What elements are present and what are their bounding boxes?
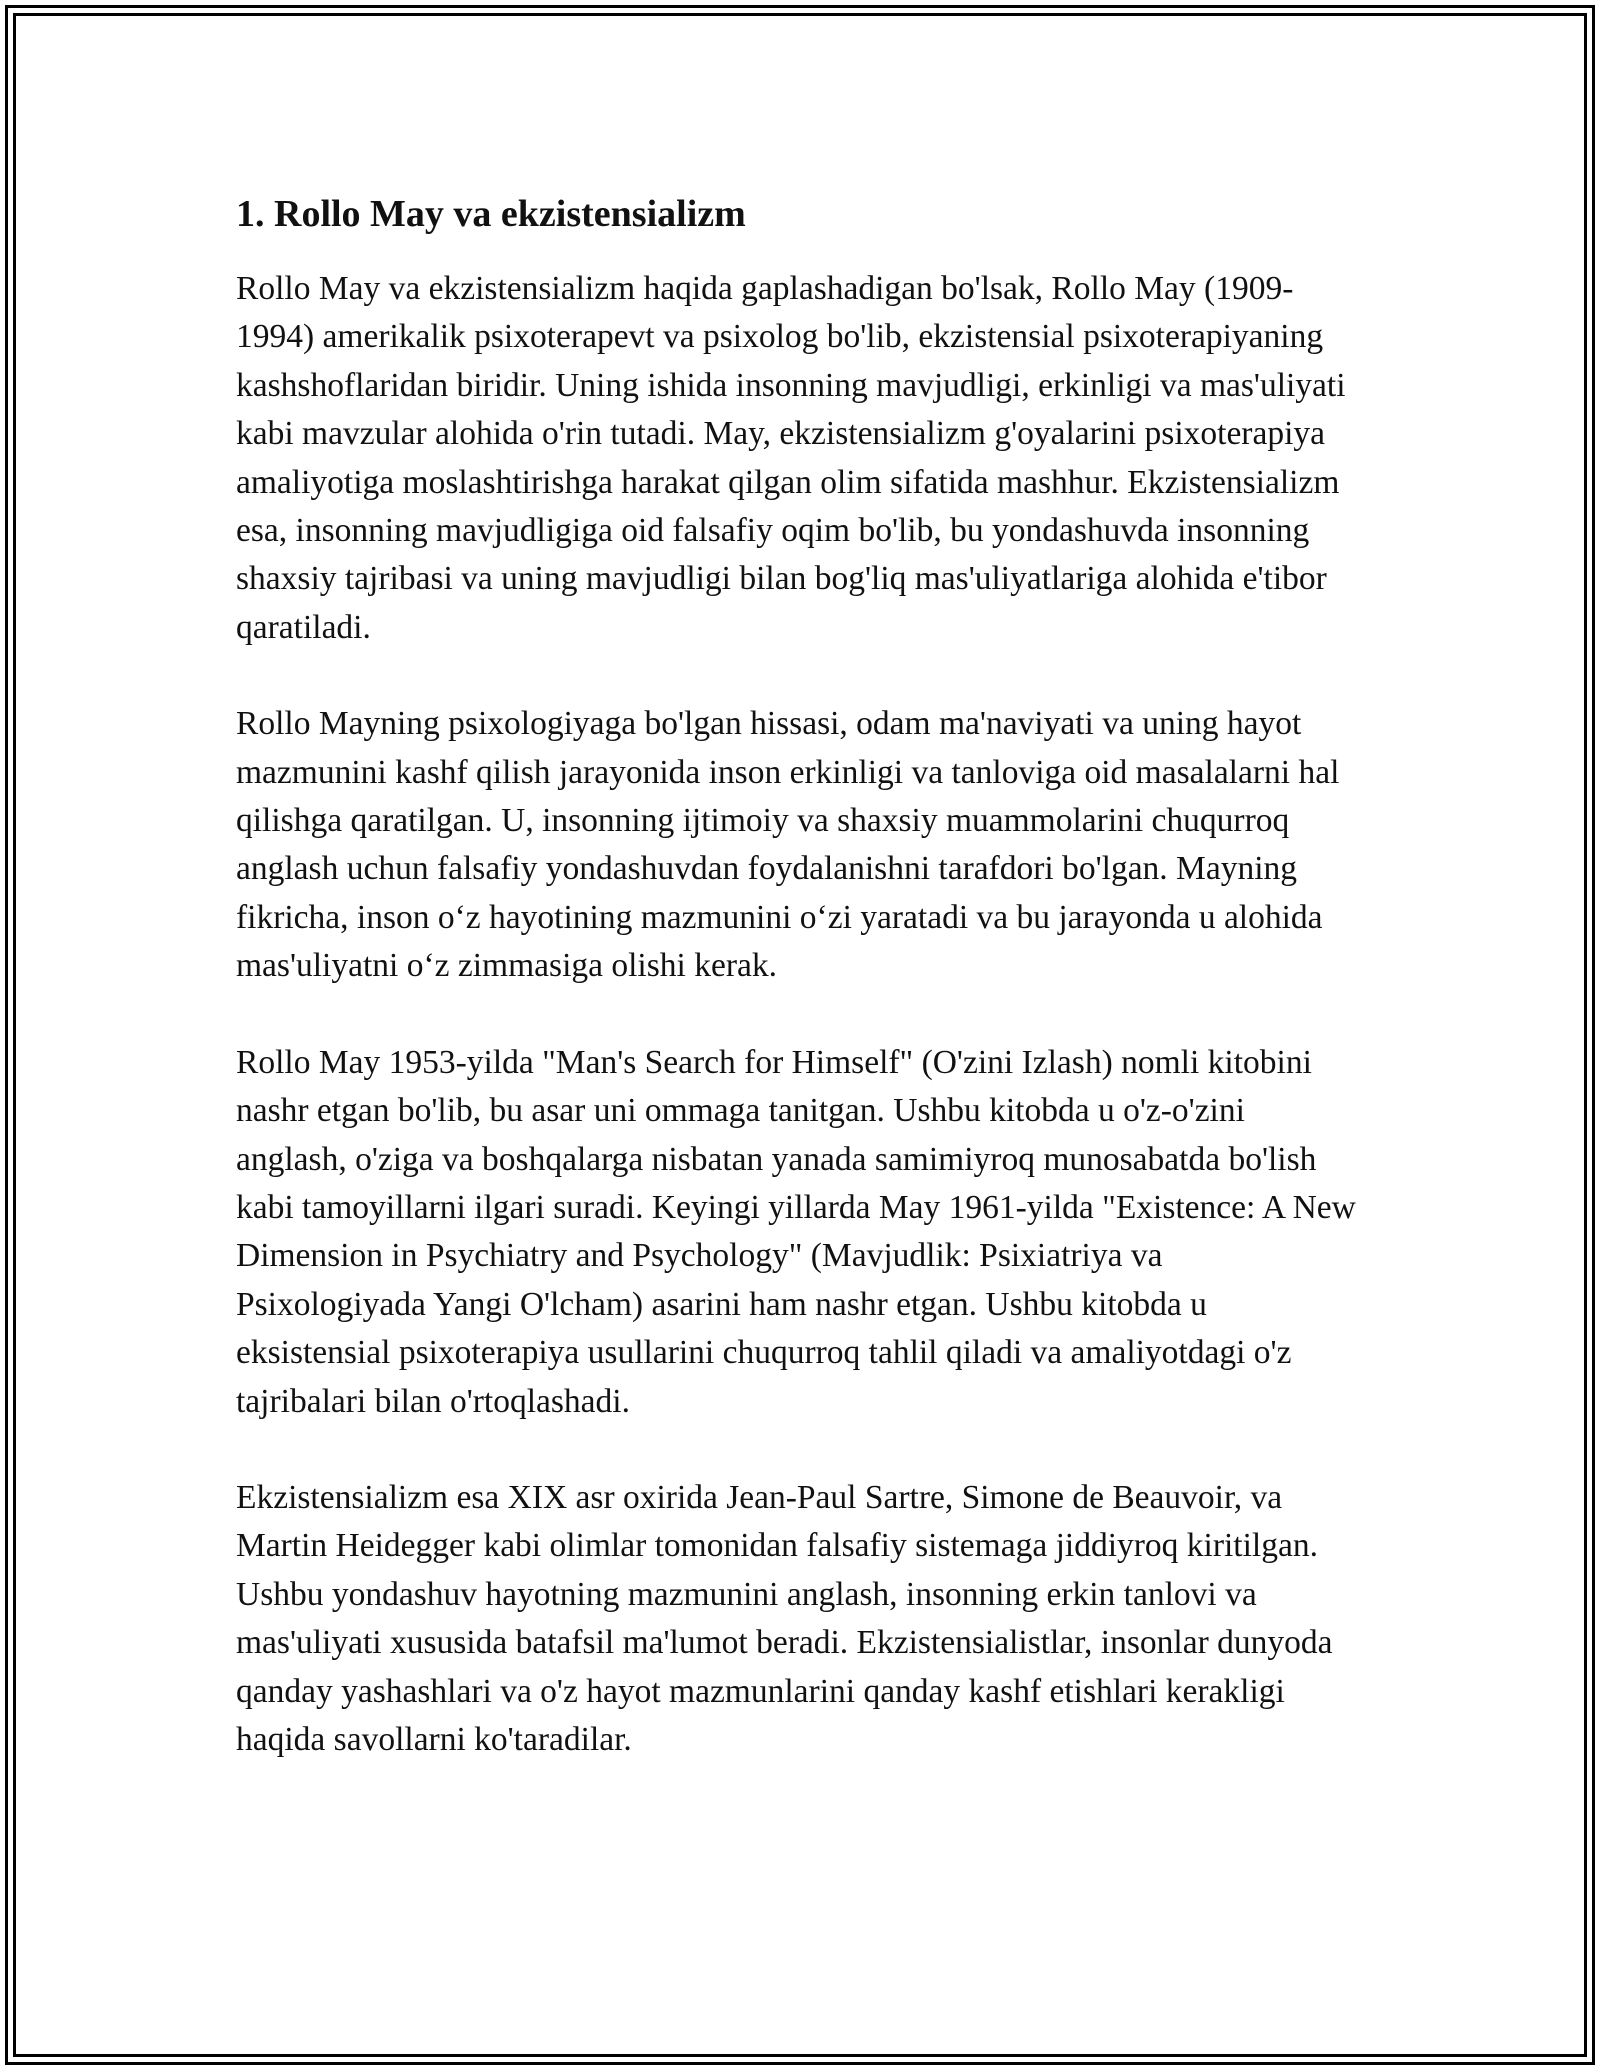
paragraph-existentialism: Ekzistensializm esa XIX asr oxirida Jean-Paul Sartre, Simone de Beauvoir, va Martin Heidegger kabi olimlar tomonidan falsafiy sistemaga jiddiyroq kiritilgan. Ushbu yondashuv hayotning mazmunini anglash, insonning erkin tanlovi va mas'uliyati xususida batafsil ma'lumot beradi. Ekzistensialistlar, insonlar dunyoda qanday yashashlari va o'z hayot mazmunlarini qanday kashf etishlari kerakligi haqida savollarni ko'taradilar. [236,1478,1333,1758]
section-heading: 1. Rollo May va ekzistensializm [236,193,746,235]
document-body [236,185,1356,1812]
paragraph-books: Rollo May 1953-yilda "Man's Search for Himself" (O'zini Izlash) nomli kitobini nashr etgan bo'lib, bu asar uni ommaga tanitgan. Ushbu kitobda u o'z-o'zini anglash, o'ziga va boshqalarga nisbatan yanada samimiyroq munosabatda bo'lish kabi tamoyillarni ilgari suradi. Keyingi yillarda May 1961-yilda "Existence: A New Dimension in Psychiatry and Psychology" (Mavjudlik: Psixiatriya va Psixologiyada Yangi O'lcham) asarini ham nashr etgan. Ushbu kitobda u eksistensial psixoterapiya usullarini chuqurroq tahlil qiladi va amaliyotdagi o'z tajribalari bilan o'rtoqlashadi. [236,1043,1356,1420]
paragraph-contribution: Rollo Mayning psixologiyaga bo'lgan hissasi, odam ma'naviyati va uning hayot mazmunini kashf qilish jarayonida inson erkinligi va tanloviga oid masalalarni hal qilishga qaratilgan. U, insonning ijtimoiy va shaxsiy muammolarini chuqurroq anglash uchun falsafiy yondashuvdan foydalanishni tarafdori bo'lgan. Mayning fikricha, inson o‘z hayotining mazmunini o‘zi yaratadi va bu jarayonda u alohida mas'uliyatni o‘z zimmasiga olishi kerak. [236,705,1340,985]
paragraph-intro: Rollo May va ekzistensializm haqida gaplashadigan bo'lsak, Rollo May (1909-1994) amerikalik psixoterapevt va psixolog bo'lib, ekzistensial psixoterapiyaning kashshoflaridan biridir. Uning ishida insonning mavjudligi, erkinligi va mas'uliyati kabi mavzular alohida o'rin tutadi. May, ekzistensializm g'oyalarini psixoterapiya amaliyotiga moslashtirishga harakat qilgan olim sifatida mashhur. Ekzistensializm esa, insonning mavjudligiga oid falsafiy oqim bo'lib, bu yondashuvda insonning shaxsiy tajribasi va uning mavjudligi bilan bog'liq mas'uliyatlariga alohida e'tibor qaratiladi. [236,270,1346,646]
